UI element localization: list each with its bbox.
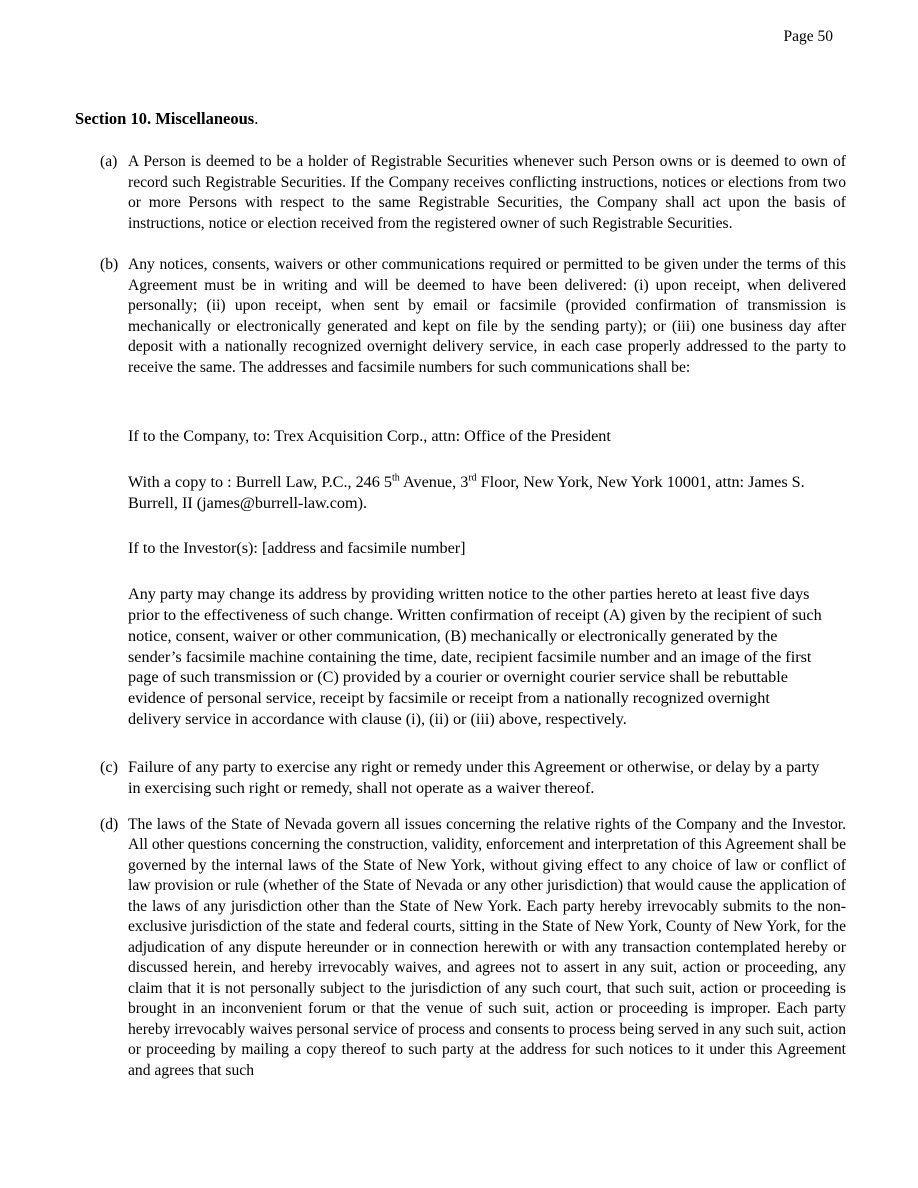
copy-address-line <box>128 472 826 514</box>
investor-address-line: If to the Investor(s): [address and facsimile number] <box>128 539 466 558</box>
change-of-address-paragraph: Any party may change its address by providing written notice to the other parties hereto at least five days prior to the effectiveness of such change. Written confirmation of receipt (A) given by the recipient of such notice, consent, waiver or other communication, (B) mechanically or electronically generated by the sender’s facsimile machine containing the time, date, recipient facsimile number and an image of the first page of such transmission or (C) provided by a courier or overnight courier service shall be rebuttable evidence of personal service, receipt by facsimile or receipt from a nationally recognized overnight delivery service in accordance with clause (i), (ii) or (iii) above, respectively. <box>128 585 822 728</box>
paragraph-d-marker: (d) <box>100 815 119 833</box>
copy-address-part3: Floor, New York, New York 10001, attn: James S. Burrell, II (james@burrell-law.com). <box>128 472 805 512</box>
section-heading <box>75 109 918 129</box>
paragraph-b-body <box>128 255 846 730</box>
paragraph-c <box>100 757 846 799</box>
copy-address-part2: Avenue, 3 <box>399 472 469 491</box>
section-heading-period: . <box>254 109 259 128</box>
paragraph-a-text: A Person is deemed to be a holder of Registrable Securities whenever such Person owns or is deemed to own of record such Registrable Securities. If the Company receives conflicting instructions, notices or elections from two or more Persons with respect to the same Registrable Securities, the Company shall act upon the basis of instructions, notice or election received from the registered owner of such Registrable Securities. <box>128 153 846 232</box>
page-number: Page 50 <box>783 28 833 45</box>
paragraph-b-text: Any notices, consents, waivers or other communications required or permitted to be given under the terms of this Agreement must be in writing and will be deemed to have been delivered: (i) upon receipt, when delivered personally; (ii) upon receipt, when sent by email or facsimile (provided confirmation of transmission is mechanically or electronically generated and kept on file by the sending party); or (iii) one business day after deposit with a nationally recognized overnight delivery service, in each case properly addressed to the party to receive the same. The addresses and facsimile numbers for such communications shall be: <box>128 256 846 376</box>
copy-address-part1: With a copy to : Burrell Law, P.C., 246 5 <box>128 472 393 491</box>
ordinal-superscript-th: th <box>392 472 400 484</box>
paragraph-list <box>100 152 846 1081</box>
paragraph-d-text: The laws of the State of Nevada govern all issues concerning the relative rights of the Company and the Investor. All other questions concerning the construction, validity, enforcement and interpretation of this Agreement shall be governed by the internal laws of the State of New York, without giving effect to any choice of law or conflict of law provision or rule (whether of the State of Nevada or any other jurisdiction) that would cause the application of the laws of any jurisdiction other than the State of New York. Each party hereby irrevocably submits to the non-exclusive jurisdiction of the state and federal courts, sitting in the State of New York, County of New York, for the adjudication of any dispute hereunder or in connection herewith or with any transaction contemplated hereby or discussed herein, and hereby irrevocably waives, and agrees not to assert in any suit, action or proceeding, any claim that it is not personally subject to the jurisdiction of any such court, that such suit, action or proceeding is brought in an inconvenient forum or that the venue of such suit, action or proceeding is improper. Each party hereby irrevocably waives personal service of process and consents to process being served in any such suit, action or proceeding by mailing a copy thereof to such party at the address for such notices to it under this Agreement and agrees that such <box>128 815 846 1079</box>
company-address-line: If to the Company, to: Trex Acquisition Corp., attn: Office of the President <box>128 427 611 445</box>
paragraph-d <box>100 815 846 1082</box>
notice-address-block <box>128 426 826 730</box>
ordinal-superscript-rd: rd <box>468 472 477 484</box>
paragraph-b <box>100 255 846 730</box>
paragraph-a-marker: (a) <box>100 153 118 170</box>
paragraph-c-text: Failure of any party to exercise any right or remedy under this Agreement or otherwise, or delay by a party in exercising such right or remedy, shall not operate as a waiver thereof. <box>128 757 820 797</box>
section-heading-text: Section 10. Miscellaneous <box>75 109 255 128</box>
paragraph-a <box>100 152 846 234</box>
paragraph-b-marker: (b) <box>100 256 119 273</box>
paragraph-c-marker: (c) <box>100 757 118 776</box>
